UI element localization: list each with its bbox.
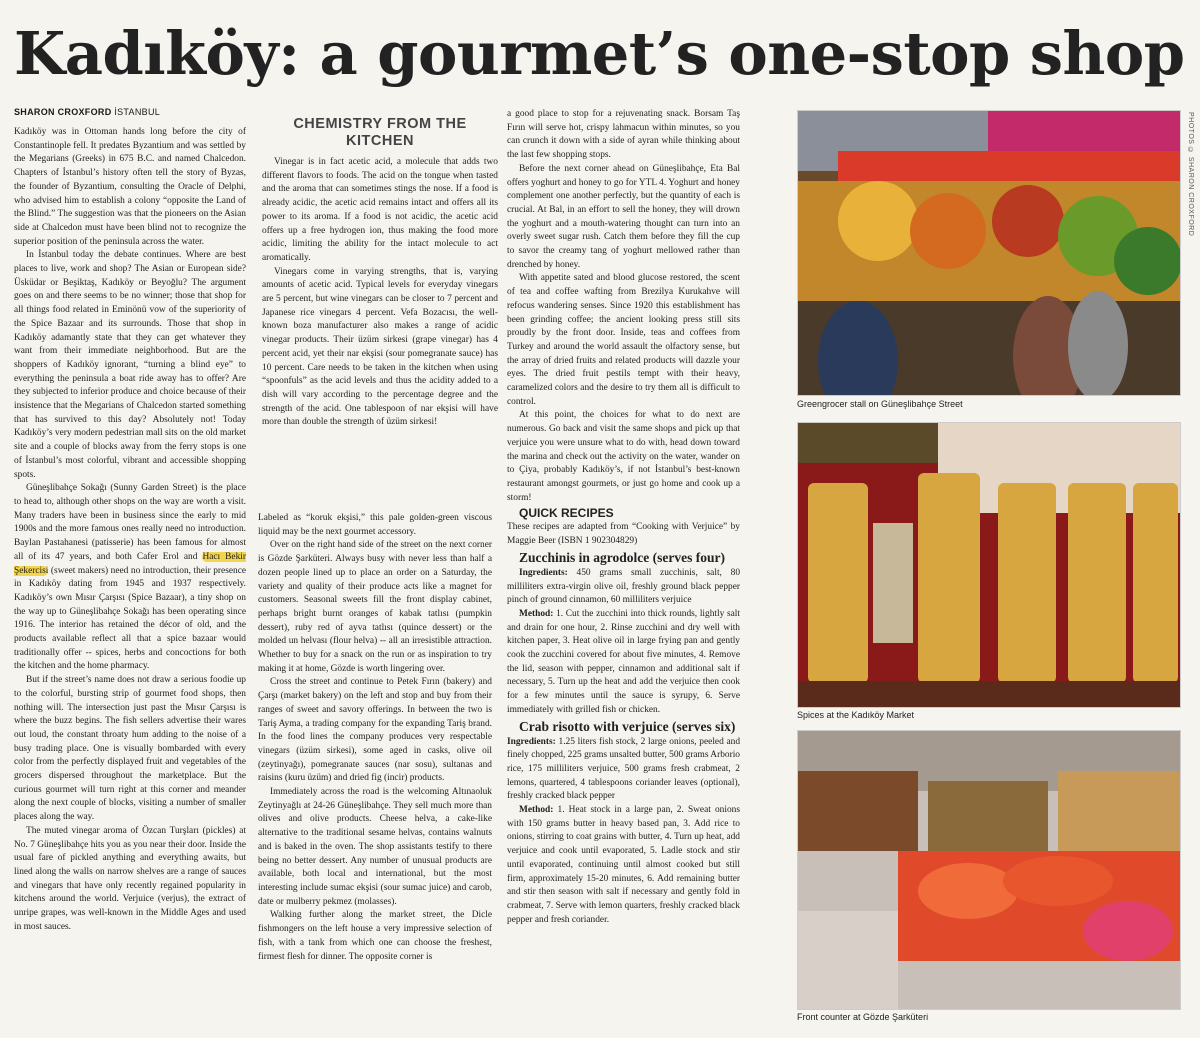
col1-paragraph-text: (sweet makers) need no introduction, their presence in Kadıköy dating from 1945 and 1937 respectively. Kadıköy’s own Mısır Çarşısı (Spice Bazaar), a tiny shop on the way up to Güneşlibahçe Sokağı has been operating since 1916. The interior has retained the décor of old, and the products available reflect all that a spice bazaar would traditionally offer -- spices, herbs and concoctions for both the kitchen and the home pharmacy.	[14, 565, 246, 672]
col3-paragraph: At this point, the choices for what to do next are numerous. Go back and visit the same shops and pick up that verjuice you were unsure what to do with, head down toward the marina and check out the activity on the water, wander on to Çiya, probably Kadıköy’s, if not İstanbul’s best-known restaurant amongst gourmets, or just go home and cook up a storm!	[507, 410, 740, 503]
ingredients-text: 450 grams small zucchinis, salt, 80 milliliters extra-virgin olive oil, freshly ground black pepper pinch of ground cinnamon, 60 milliliters verjuice	[507, 567, 740, 606]
sidebar-title: CHEMISTRY FROM THE KITCHEN	[293, 116, 467, 149]
col2-paragraph: Cross the street and continue to Petek Fırın (bakery) and Çarşı (market bakery) on the left and stop and buy from their ranges of sweet and savory offerings. In between the two is Tariş Ayma, a trading company for the expanding Tariş brand. In the food lines the company produces very respectable vinegars (üzüm sirkesi), some aged in casks, olive oil (zeytinyağı), pomegranate sauces (nar sosu), sultanas and raisins (kuru üzüm) and dried fig (incir) products.	[258, 677, 492, 784]
recipe-method	[507, 608, 740, 718]
byline-author: SHARON CROXFORD	[14, 107, 112, 117]
col3-paragraph: Before the next corner ahead on Güneşlibahçe, Eta Bal offers yoghurt and honey to go for YTL 4. Yoghurt and honey complement one another perfectly, but the quantity of each is crucial. At Bal, in an effort to sell the honey, they will drown the yoghurt and a mouth-watering thought can turn into an overly sweet sugar rush. Catch them before they fill the cup to savor the creamy tang of yoghurt mellowed rather than drenched by honey.	[507, 163, 740, 270]
col1-paragraph: Kadıköy was in Ottoman hands long before the city of Constantinople fell. It predates Byzantium and was settled by the Megarians (Greeks) in 675 B.C. and named Chalcedon. Chapters of İstanbul’s history often tell the story of Byzas, the founder of Byzantium, consulting the Oracle of Delphi, who advised him to establish a colony “opposite the Land of the Blind.” The suggestion was that the pioneers on the Asian side at Chalcedon must have been blind not to recognize the superior position of the peninsula across the water.	[14, 127, 246, 247]
article-column-1	[14, 126, 246, 1031]
sidebar-paragraph: Vinegar is in fact acetic acid, a molecule that adds two different flavors to foods. The acid on the tongue when tasted and the aroma that can sometimes stings the nose. If a food is already acidic, the acetic acid remains intact and offers all its power to its aroma. If a food is not acidic, the acetic acid offers up a free hydrogen ion, thus making the food more acidic, limiting the ability for the intact molecule to act aromatically.	[262, 157, 498, 263]
method-text: 1. Cut the zucchini into thick rounds, lightly salt and drain for one hour, 2. Rinse zucchini and dry well with kitchen paper, 3. Heat olive oil in large frying pan and gently cook the zucchini covered for about five minutes, 4. Remove the lid, season with pepper, cinnamon and additional salt if necessary, 5. Turn up the heat and add the verjuice then cook for a few minutes until the sauce is syrupy, 6. Serve immediately with grilled fish or chicken.	[507, 608, 740, 715]
col3-paragraph: a good place to stop for a rejuvenating snack. Borsam Taş Fırın will serve hot, crispy lahmacun within minutes, so you can crunch it down with a side of ayran while thinking about the last few shopping stops.	[507, 109, 740, 161]
method-label: Method:	[519, 805, 554, 816]
recipe-ingredients	[507, 736, 740, 805]
ingredients-label: Ingredients:	[507, 736, 556, 747]
col1-paragraph: In İstanbul today the debate continues. Where are best places to live, work and shop? The Asian or European side? Üsküdar or Beşiktaş, Kadıköy or Beyoğlu? The argument goes on and there seems to be no winner; those that shop for all things food related in Eminönü vow of the superiority of the Spice Bazaar and its surrounds. Those that shop in Kadıköy adamantly state that they can get whatever they want from their immediate neighborhood. But are the shoppers of Kadıköy ignorant, “turning a blind eye” to everything the peninsula a boat ride away has to offer? Are they subjected to inferior produce and choice because of their insistence that the Megarians of Chalcedon started something that has survived to this day? Absolutely not! Today Kadıköy’s very modern pedestrian mall sits on the old market site and a couple of blocks away from the ferry stops is one of İstanbul’s most colorful, vibrant and accessible shopping spots.	[14, 250, 246, 480]
headline: Kadıköy: a gourmet’s one-stop shop	[14, 19, 1185, 88]
photo-greengrocer	[797, 110, 1181, 396]
sidebar-paragraph: Vinegars come in varying strengths, that is, varying amounts of acetic acid. Typical levels for everyday vinegars are 5 percent, but wine vinegars can be closer to 7 percent and Japanese rice vinegars 4 percent. Vefa Bozacısı, the well-known boza manufacturer also makes a range of acidic vinegar products. Their üzüm sirkesi (grape vinegar) has 4 percent acid, yet their nar ekşisi (sour pomegranate sauce) has 10 percent. Care needs to be taken in the kitchen when using “spoonfuls” as the acid levels and thus the acidity added to a dish will vary according to the percentage degree and the strength of the acid. One tablespoon of nar ekşisi will have more than double the strength of üzüm sirkesi!	[262, 266, 498, 428]
method-label: Method:	[519, 608, 554, 619]
byline	[14, 107, 160, 117]
photo-spices	[797, 422, 1181, 708]
highlighted-text: Hacı Bekir Şekercisi	[14, 551, 246, 576]
photo-caption: Spices at the Kadıköy Market	[797, 710, 915, 720]
photo-caption: Front counter at Gözde Şarküteri	[797, 1012, 929, 1022]
method-text: 1. Heat stock in a large pan, 2. Sweat onions with 150 grams butter in heavy based pan, 3. Add rice to onions, stirring to coat grains with butter, 4. Turn up heat, add verjuice and cook until evaporated, 5. Ladle stock and stir until evaporated, continuing until almost cooked but still firm, approximately 15-20 minutes, 6. Add remaining butter and stir then season with salt if necessary and gently fold in crabmeat, 7. Serve with lemon quarters, freshly cracked black pepper and fresh coriander.	[507, 805, 740, 925]
col2-paragraph: Walking further along the market street, the Dicle fishmongers on the left house a very impressive selection of fish, with a tank from which one can choose the freshest, firmest flesh for dinner. The opposite corner is	[258, 910, 492, 962]
recipe-method	[507, 804, 740, 927]
col3-paragraph: With appetite sated and blood glucose restored, the scent of tea and coffee wafting from Brezilya Kurukahve will refocus wandering senses. Since 1920 this establishment has been grinding coffee; the ancient looking press still sits proudly by the front door. Inside, teas and coffees from Turkey and around the world assault the olfactory sense, but the array of dried fruits and related products will dazzle your eyes. The dried fruit pestils tempt with their heavy, caramelized colors and the desire to try them all is difficult to control.	[507, 273, 740, 407]
col1-paragraph	[14, 482, 246, 674]
article-column-2	[258, 512, 492, 1031]
recipes-heading: QUICK RECIPES	[519, 506, 614, 521]
sidebar-body	[262, 156, 498, 492]
ingredients-text: 1.25 liters fish stock, 2 large onions, peeled and finely chopped, 225 grams unsalted butter, 500 grams Arborio rice, 175 milliliters verjuice, 500 grams fresh crabmeat, 2 lemons, quartered, 4 tablespoons coriander leaves (optional), freshly cracked black pepper	[507, 736, 740, 802]
recipes-intro: These recipes are adapted from “Cooking with Verjuice” by Maggie Beer (ISBN 1 902304829)	[507, 522, 740, 547]
photo-caption: Greengrocer stall on Güneşlibahçe Street	[797, 399, 963, 409]
article-column-3	[507, 108, 740, 1031]
photo-credit: PHOTOS © SHARON CROXFORD	[1187, 112, 1194, 237]
byline-location: İSTANBUL	[114, 107, 161, 117]
col1-paragraph: But if the street’s name does not draw a serious foodie up to the colorful, bursting strip of gourmet food shops, then nothing will. The intersection just past the Mısır Çarşısı is where the buzz begins. The fish sellers advertise their wares out loud, the constant throaty hum adding to the noise of a busy trading place. One is visually bombarded with every color from the perfectly displayed fruit and vegetables of the grocers dispersed throughout the marketplace. But the curious gourmet will turn right at this corner and meander along the next couple of blocks, visiting a number of smaller places along the way.	[14, 675, 246, 823]
col1-paragraph-text: Güneşlibahçe Sokağı (Sunny Garden Street) is the place to head to, although other shops on the way are worth a visit. Many traders have been in business since the early to mid 1900s and the more famous ones really need no introduction. Baylan Pastahanesi (patisserie) has been famous for almost all of its 47 years, and both Cafer Erol and	[14, 483, 246, 562]
recipe-title: Zucchinis in agrodolce (serves four)	[519, 549, 725, 565]
col2-paragraph: Over on the right hand side of the street on the next corner is Gözde Şarküteri. Always busy with never less than half a dozen people lined up to place an order on a Saturday, the variety and quality of their produce acts like a magnet for customers. Seasonal sweets fill the front display cabinet, perhaps bright burnt oranges of kabak tatlısı (pumpkin dessert), ruby red of ayva tatlısı (quince dessert) or the molded un helvası (flour helva) -- all an irresistible attraction. Whether to buy for a snack on the run or as inspiration to try making it at home, Gözde is worth lingering over.	[258, 540, 492, 674]
ingredients-label: Ingredients:	[519, 567, 568, 578]
recipe-ingredients	[507, 567, 740, 608]
col2-paragraph: Immediately across the road is the welcoming Altınaoluk Zeytinyağlı at 24-26 Güneşlibahçe. They sell much more than olives and olive products. Cheese helva, a cake-like alternative to the traditional sesame helvas, contains walnuts and is baked in the oven. The shop assistants testify to there being no better dessert. Any number of unusual products are available, both local and international, but the most interesting include sumac ekşisi (sour sumac juice) and carob, date or mulberry pekmez (molasses).	[258, 787, 492, 907]
recipe-title: Crab risotto with verjuice (serves six)	[519, 718, 736, 734]
photo-front-counter	[797, 730, 1181, 1010]
col1-paragraph: The muted vinegar aroma of Özcan Turşları (pickles) at No. 7 Güneşlibahçe hits you as you near their door. Inside the usual fare of pickled anything and everything awaits, but lined along the walls on narrow shelves are a range of sauces and vinegars that have only recently regained popularity in kitchens around the world. Verjuice (verjus), the extract of unripe grapes, was well-known in the Middle Ages and used in most sauces.	[14, 825, 246, 932]
col2-paragraph: Labeled as “koruk ekşisi,” this pale golden-green viscous liquid may be the next gourmet accessory.	[258, 513, 492, 537]
